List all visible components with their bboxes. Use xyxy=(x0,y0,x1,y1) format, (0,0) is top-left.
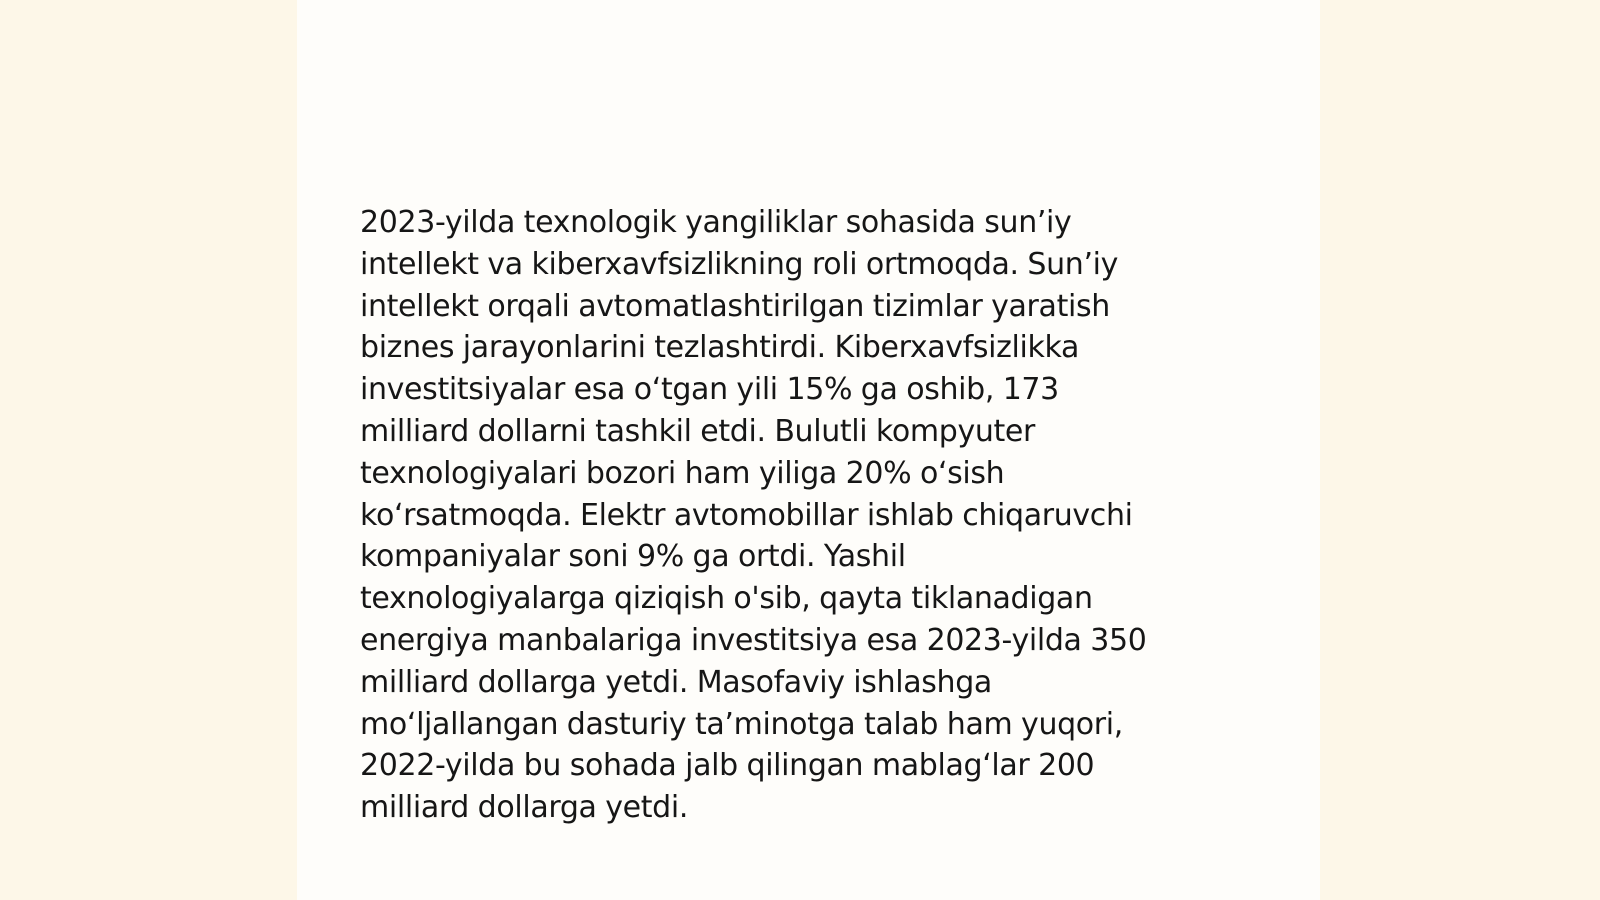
paragraph-line-8: ko‘rsatmoqda. Elektr avtomobillar ishlab chiqaruvchi xyxy=(360,497,1133,533)
paragraph-line-2: intellekt va kiberxavfsizlikning roli ortmoqda. Sun’iy xyxy=(360,246,1119,282)
paragraph-line-14: 2022-yilda bu sohada jalb qilingan mablag‘lar 200 xyxy=(360,748,1095,784)
paragraph-line-1: 2023-yilda texnologik yangiliklar sohasida sun’iy xyxy=(360,205,1072,240)
paragraph-line-4: biznes jarayonlarini tezlashtirdi. Kiberxavfsizlikka xyxy=(360,330,1080,366)
paragraph-line-9: kompaniyalar soni 9% ga ortdi. Yashil xyxy=(360,539,906,575)
paragraph-line-3: intellekt orqali avtomatlashtirilgan tizimlar yaratish xyxy=(360,288,1110,324)
document-page xyxy=(297,0,1320,900)
paragraph-line-11: energiya manbalariga investitsiya esa 2023-yilda 350 xyxy=(360,622,1147,658)
paragraph-line-5: investitsiyalar esa o‘tgan yili 15% ga oshib, 173 xyxy=(360,372,1059,408)
paragraph-line-6: milliard dollarni tashkil etdi. Bulutli kompyuter xyxy=(360,413,1036,449)
body-paragraph xyxy=(360,202,1240,829)
paragraph-line-12: milliard dollarga yetdi. Masofaviy ishlashga xyxy=(360,664,992,700)
paragraph-line-15: milliard dollarga yetdi. xyxy=(360,790,689,826)
paragraph-line-7: texnologiyalari bozori ham yiliga 20% o‘sish xyxy=(360,455,1005,491)
paragraph-line-13: mo‘ljallangan dasturiy ta’minotga talab ham yuqori, xyxy=(360,706,1123,742)
paragraph-line-10: texnologiyalarga qiziqish o'sib, qayta tiklanadigan xyxy=(360,581,1093,617)
